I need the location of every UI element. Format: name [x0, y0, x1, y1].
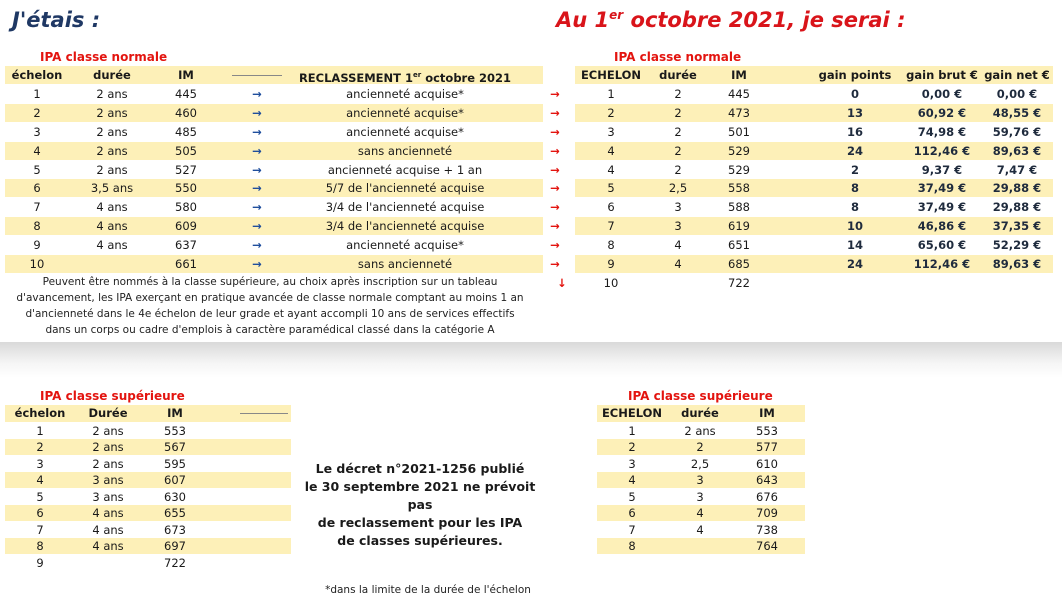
cell-gain-brut: 65,60 € [917, 238, 967, 253]
cell-echelon-new: 9 [607, 257, 615, 271]
decree-text [300, 460, 540, 550]
cell-echelon: 4 [36, 473, 44, 487]
cell-echelon: 5 [36, 489, 44, 504]
header-separator [232, 75, 282, 76]
arrow-right-icon: → [550, 86, 560, 101]
before-heading: J'étais : [12, 8, 101, 32]
cell-im: 505 [175, 143, 197, 158]
cell-gain-net: 29,88 € [992, 181, 1042, 196]
col-reclassement [290, 66, 520, 84]
cell-reclassement: ancienneté acquise* [346, 124, 464, 139]
arrow-right-icon: → [252, 219, 262, 234]
cell-echelon-new: 8 [607, 238, 615, 253]
note-line: Peuvent être nommés à la classe supérieure, au choix après inscription sur un tableau [42, 276, 498, 288]
note-line: dans un corps ou cadre d'emplois à caractère paramédical classé dans la catégorie A [45, 324, 495, 336]
cell-echelon: 7 [628, 522, 636, 537]
cell-echelon: 4 [628, 473, 636, 487]
cell-im: 673 [164, 522, 186, 537]
col-gain-net: gain net € [984, 68, 1050, 82]
cell-echelon: 3 [628, 456, 636, 471]
table-row [0, 161, 1062, 179]
cell-echelon: 8 [33, 219, 41, 234]
col-duree: durée [681, 406, 719, 420]
cell-echelon-new: 4 [607, 143, 615, 158]
cell-im: 607 [164, 473, 186, 487]
cell-reclassement: ancienneté acquise + 1 an [327, 162, 483, 177]
cell-im: 485 [175, 124, 197, 139]
arrow-right-icon: → [252, 257, 262, 271]
cell-echelon-new: 10 [603, 275, 619, 290]
cell-reclassement: ancienneté acquise* [346, 238, 464, 253]
cell-gain-points: 2 [850, 162, 859, 177]
arrow-right-icon: → [252, 86, 262, 101]
cell-im: 764 [756, 539, 778, 553]
cell-echelon: 6 [628, 506, 636, 520]
cell-echelon-new: 2 [607, 105, 615, 120]
cell-im: 697 [164, 539, 186, 553]
reclass-prefix: RECLASSEMENT 1 [298, 70, 413, 85]
decree-line: le 30 septembre 2021 ne prévoit pas [304, 479, 536, 512]
col-im: IM [178, 68, 194, 82]
arrow-right-icon: → [252, 181, 262, 196]
cell-im-new: 651 [728, 238, 750, 253]
cell-gain-net: 48,55 € [992, 105, 1042, 120]
cell-duree: 2 ans [96, 162, 128, 177]
cell-im-new: 722 [728, 275, 750, 290]
cell-im: 610 [756, 456, 778, 471]
cell-echelon: 9 [33, 238, 41, 253]
col-echelon: ECHELON [601, 406, 663, 420]
arrow-right-icon: → [550, 105, 560, 120]
cell-reclassement: 5/7 de l'ancienneté acquise [325, 181, 485, 196]
table-row [0, 255, 1062, 273]
decree-line: de classes supérieures. [337, 533, 503, 548]
cell-gain-points: 13 [846, 105, 863, 120]
table-row [0, 142, 1062, 160]
cell-reclassement: 3/4 de l'ancienneté acquise [325, 200, 485, 215]
cell-im-new: 529 [728, 162, 750, 177]
cell-duree: 2,5 [690, 456, 710, 471]
cell-im-new: 685 [728, 257, 750, 271]
arrow-right-icon: → [550, 162, 560, 177]
col-duree-new: durée [659, 68, 697, 82]
cell-im-new: 445 [728, 86, 750, 101]
normal-header-row [0, 66, 1062, 84]
sup-after-title: IPA classe supérieure [628, 389, 773, 403]
cell-echelon: 2 [628, 440, 636, 454]
sup-before-title: IPA classe supérieure [40, 389, 185, 403]
decree-line: Le décret n°2021-1256 publié [315, 461, 525, 476]
cell-duree: 2 ans [92, 423, 124, 438]
cell-echelon: 6 [36, 506, 44, 520]
cell-echelon: 1 [33, 86, 41, 101]
cell-echelon-new: 7 [607, 219, 615, 234]
cell-gain-brut: 0,00 € [921, 86, 963, 101]
col-im: IM [167, 406, 183, 420]
cell-duree: 3 [696, 473, 704, 487]
cell-duree: 2 ans [96, 105, 128, 120]
col-duree: Durée [88, 406, 128, 420]
cell-im: 550 [175, 181, 197, 196]
cell-duree: 4 ans [92, 522, 124, 537]
cell-im-new: 529 [728, 143, 750, 158]
cell-im: 709 [756, 506, 778, 520]
arrow-right-icon: → [550, 181, 560, 196]
cell-im: 580 [175, 200, 197, 215]
col-gain-points: gain points [818, 68, 892, 82]
cell-gain-points: 24 [846, 257, 863, 271]
cell-im: 676 [756, 489, 778, 504]
cell-im: 460 [175, 105, 197, 120]
cell-duree: 2 [696, 440, 704, 454]
sup-after-row [0, 439, 1062, 455]
cell-im: 738 [756, 522, 778, 537]
cell-echelon-new: 3 [607, 124, 615, 139]
cell-reclassement: ancienneté acquise* [346, 105, 464, 120]
cell-echelon: 4 [33, 143, 41, 158]
cell-gain-net: 89,63 € [992, 143, 1042, 158]
sup-after-header-row [0, 405, 1062, 422]
cell-im: 577 [756, 440, 778, 454]
cell-duree: 3 ans [92, 489, 124, 504]
cell-echelon: 6 [33, 181, 41, 196]
col-gain-brut: gain brut € [906, 68, 978, 82]
reclass-suffix: octobre 2021 [421, 70, 512, 85]
cell-duree-new: 2 [674, 105, 682, 120]
cell-echelon: 1 [36, 423, 44, 438]
cell-duree-new: 2 [674, 124, 682, 139]
arrow-down-icon: ↓ [557, 275, 567, 290]
arrow-right-icon: → [550, 257, 560, 271]
cell-echelon: 7 [33, 200, 41, 215]
cell-im: 527 [175, 162, 197, 177]
cell-im: 661 [175, 257, 197, 271]
cell-reclassement: sans ancienneté [357, 143, 453, 158]
cell-im: 643 [756, 473, 778, 487]
cell-echelon: 10 [29, 257, 45, 271]
cell-gain-net: 59,76 € [992, 124, 1042, 139]
arrow-right-icon: → [252, 124, 262, 139]
cell-gain-brut: 112,46 € [913, 257, 971, 271]
arrow-right-icon: → [550, 238, 560, 253]
cell-echelon-new: 4 [607, 162, 615, 177]
col-echelon: échelon [11, 68, 63, 82]
cell-im: 630 [164, 489, 186, 504]
cell-duree-new: 4 [674, 238, 682, 253]
cell-im: 595 [164, 456, 186, 471]
col-im-new: IM [731, 68, 747, 82]
cell-gain-brut: 60,92 € [917, 105, 967, 120]
cell-echelon: 9 [36, 555, 44, 570]
col-echelon: échelon [14, 406, 66, 420]
promotion-note [0, 274, 540, 338]
section-divider [0, 342, 1062, 378]
cell-duree: 2 ans [92, 440, 124, 454]
cell-duree: 3 [696, 489, 704, 504]
cell-duree [669, 538, 731, 554]
cell-duree-new: 2,5 [668, 181, 688, 196]
cell-duree-new: 2 [674, 86, 682, 101]
arrow-right-icon: → [550, 143, 560, 158]
cell-duree: 3 ans [92, 473, 124, 487]
cell-im-new: 501 [728, 124, 750, 139]
cell-im-new: 619 [728, 219, 750, 234]
cell-im: 609 [175, 219, 197, 234]
arrow-right-icon: → [252, 143, 262, 158]
col-echelon-new: ECHELON [580, 68, 642, 82]
cell-im-new: 558 [728, 181, 750, 196]
cell-duree: 4 ans [96, 219, 128, 234]
cell-echelon-new: 1 [607, 86, 615, 101]
cell-echelon-new: 5 [607, 181, 615, 196]
cell-duree-new: 3 [674, 200, 682, 215]
arrow-right-icon: → [252, 105, 262, 120]
cell-duree: 4 [696, 506, 704, 520]
arrow-right-icon: → [550, 219, 560, 234]
cell-im-new: 588 [728, 200, 750, 215]
cell-gain-brut: 46,86 € [917, 219, 967, 234]
normal-after-title: IPA classe normale [614, 50, 742, 64]
cell-duree [82, 255, 142, 273]
cell-echelon: 7 [36, 522, 44, 537]
cell-echelon: 2 [33, 105, 41, 120]
arrow-right-icon: → [252, 200, 262, 215]
decree-line: de reclassement pour les IPA [317, 515, 523, 530]
cell-echelon: 1 [628, 423, 636, 438]
table-row [0, 236, 1062, 254]
cell-gain-net: 29,88 € [992, 200, 1042, 215]
cell-im: 445 [175, 86, 197, 101]
cell-echelon-new: 6 [607, 200, 615, 215]
cell-gain-points: 8 [850, 181, 859, 196]
cell-gain-net: 0,00 € [996, 86, 1038, 101]
cell-duree: 4 [696, 522, 704, 537]
cell-duree: 4 ans [92, 506, 124, 520]
cell-duree: 4 ans [96, 238, 128, 253]
cell-gain-net: 7,47 € [996, 162, 1038, 177]
col-im: IM [759, 406, 775, 420]
footnote: *dans la limite de la durée de l'échelon [325, 584, 531, 596]
after-heading: Au 1er octobre 2021, je serai : [556, 8, 906, 32]
cell-duree-new: 2 [674, 143, 682, 158]
cell-gain-net: 52,29 € [992, 238, 1042, 253]
cell-duree-new: 2 [674, 162, 682, 177]
arrow-right-icon: → [550, 200, 560, 215]
sup-after-row [0, 423, 1062, 439]
cell-echelon: 5 [33, 162, 41, 177]
arrow-right-icon: → [550, 124, 560, 139]
cell-im: 553 [164, 423, 186, 438]
cell-gain-points: 10 [846, 219, 863, 234]
cell-im-new: 473 [728, 105, 750, 120]
cell-gain-net: 37,35 € [992, 219, 1042, 234]
col-duree: durée [93, 68, 131, 82]
cell-gain-brut: 37,49 € [917, 200, 967, 215]
cell-duree: 3,5 ans [90, 181, 134, 196]
table-row [0, 85, 1062, 103]
cell-reclassement: ancienneté acquise* [346, 86, 464, 101]
sup-before-row [0, 555, 1062, 571]
cell-gain-points: 0 [850, 86, 859, 101]
cell-duree: 2 ans [92, 456, 124, 471]
cell-im: 655 [164, 506, 186, 520]
cell-im: 722 [164, 555, 186, 570]
cell-gain-net: 89,63 € [992, 257, 1042, 271]
cell-gain-brut: 37,49 € [917, 181, 967, 196]
table-row [0, 198, 1062, 216]
arrow-right-icon: → [252, 238, 262, 253]
cell-duree-new: 4 [674, 257, 682, 271]
cell-echelon: 5 [628, 489, 636, 504]
cell-im: 553 [756, 423, 778, 438]
header-separator [240, 413, 288, 414]
cell-echelon: 8 [36, 539, 44, 553]
arrow-right-icon: → [252, 162, 262, 177]
cell-gain-points: 8 [850, 200, 859, 215]
cell-gain-points: 16 [846, 124, 863, 139]
normal-before-title: IPA classe normale [40, 50, 168, 64]
cell-duree: 2 ans [96, 143, 128, 158]
cell-duree [77, 555, 139, 571]
cell-echelon: 3 [33, 124, 41, 139]
cell-gain-points: 24 [846, 143, 863, 158]
cell-gain-brut: 74,98 € [917, 124, 967, 139]
cell-duree: 2 ans [96, 86, 128, 101]
cell-echelon: 2 [36, 440, 44, 454]
cell-reclassement: sans ancienneté [357, 257, 453, 271]
note-line: d'avancement, les IPA exerçant en pratique avancée de classe normale comptant au moins 1 an [16, 292, 524, 304]
cell-gain-brut: 112,46 € [913, 143, 971, 158]
table-row [0, 123, 1062, 141]
table-row [0, 104, 1062, 122]
cell-gain-points: 14 [846, 238, 863, 253]
cell-duree: 2 ans [96, 124, 128, 139]
cell-echelon: 3 [36, 456, 44, 471]
cell-echelon: 8 [628, 539, 636, 553]
cell-duree-new: 3 [674, 219, 682, 234]
cell-gain-brut: 9,37 € [921, 162, 963, 177]
cell-reclassement: 3/4 de l'ancienneté acquise [325, 219, 485, 234]
reclass-sup: er [413, 71, 422, 79]
table-row [0, 179, 1062, 197]
cell-im: 637 [175, 238, 197, 253]
cell-duree: 4 ans [96, 200, 128, 215]
cell-duree: 4 ans [92, 539, 124, 553]
note-line: d'ancienneté dans le 4e échelon de leur grade et ayant accompli 10 ans de services effectifs [25, 308, 515, 320]
cell-duree: 2 ans [684, 423, 716, 438]
table-row [0, 217, 1062, 235]
cell-im: 567 [164, 440, 186, 454]
